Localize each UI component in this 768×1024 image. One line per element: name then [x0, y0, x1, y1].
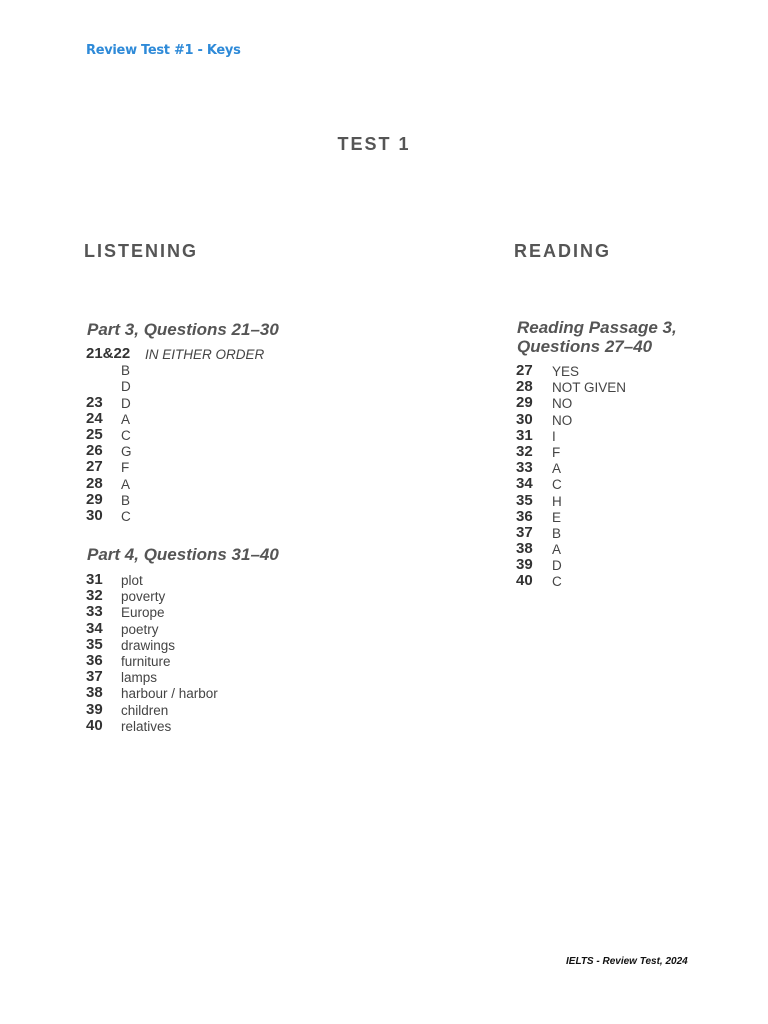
- listening-part3-title: Part 3, Questions 21–30: [87, 320, 279, 339]
- answer-value: harbour / harbor: [121, 686, 218, 702]
- question-number: 40: [86, 716, 103, 734]
- answer-value: H: [552, 493, 562, 509]
- reading-passage3-title-line2: Questions 27–40: [517, 337, 653, 356]
- question-number: 32: [86, 587, 103, 605]
- answer-value: G: [121, 444, 132, 460]
- answer-value: furniture: [121, 653, 171, 669]
- answer-value: poetry: [121, 621, 159, 637]
- question-number: 29: [86, 490, 103, 508]
- answer-value: C: [552, 477, 562, 493]
- answer-note: IN EITHER ORDER: [145, 347, 265, 362]
- answer-value: A: [121, 476, 131, 492]
- question-number: 33: [86, 603, 103, 621]
- question-number: 37: [516, 523, 533, 541]
- answer-value: E: [552, 509, 562, 525]
- question-number: 35: [516, 491, 533, 509]
- reading-section-title: READING: [514, 241, 612, 261]
- question-number: 38: [516, 540, 533, 558]
- question-number: 27: [516, 362, 533, 379]
- answer-value: children: [121, 702, 169, 718]
- answer-value: B: [121, 363, 131, 379]
- answer-value: relatives: [121, 718, 172, 734]
- answer-value: plot: [121, 573, 143, 588]
- question-number: 32: [516, 442, 533, 460]
- question-number: 33: [516, 459, 533, 477]
- answer-value: B: [552, 525, 562, 541]
- answer-value: D: [121, 395, 131, 411]
- answer-value: A: [552, 542, 562, 558]
- answer-value: poverty: [121, 589, 166, 605]
- answer-value: C: [121, 427, 131, 443]
- listening-section-title: LISTENING: [84, 241, 199, 261]
- question-number: 35: [86, 635, 103, 653]
- answer-value: Europe: [121, 605, 165, 621]
- question-number: 39: [86, 700, 103, 718]
- question-number: 38: [86, 684, 103, 702]
- question-number: 36: [516, 507, 533, 525]
- answer-value: C: [552, 574, 562, 590]
- answer-value: lamps: [121, 670, 158, 686]
- question-number: 23: [86, 393, 103, 411]
- answer-value: YES: [552, 364, 580, 379]
- answer-value: A: [121, 411, 131, 427]
- question-number: 39: [516, 556, 533, 574]
- question-number: 31: [86, 571, 103, 588]
- question-number: 30: [516, 410, 533, 428]
- question-number: 29: [516, 394, 533, 412]
- question-number: 21&22: [86, 345, 131, 362]
- question-number: 27: [86, 458, 103, 476]
- reading-passage3-title: [517, 318, 677, 356]
- document-header-title: Review Test #1 - Keys: [86, 43, 241, 58]
- answer-value: B: [121, 492, 131, 508]
- answer-value: NO: [552, 396, 573, 412]
- question-number: 37: [86, 668, 103, 686]
- answer-value: D: [552, 558, 562, 574]
- answer-value: F: [552, 444, 561, 460]
- answer-value: drawings: [121, 637, 176, 653]
- question-number: 31: [516, 426, 533, 444]
- answer-value: F: [121, 460, 130, 476]
- question-number: 36: [86, 651, 103, 669]
- question-number: 24: [86, 409, 103, 427]
- answer-value: C: [121, 508, 131, 524]
- question-number: 40: [516, 572, 533, 590]
- answer-value: NOT GIVEN: [552, 380, 627, 396]
- question-number: 28: [86, 474, 103, 492]
- question-number: 34: [516, 475, 533, 493]
- answer-value: A: [552, 461, 562, 477]
- question-number: 25: [86, 425, 103, 443]
- question-number: 28: [516, 378, 533, 396]
- answer-value: I: [552, 428, 556, 444]
- listening-part4-title: Part 4, Questions 31–40: [87, 545, 279, 564]
- question-number: 30: [86, 506, 103, 524]
- test-title: TEST 1: [337, 134, 411, 154]
- answer-value: NO: [552, 412, 573, 428]
- reading-passage3-title-line1: Reading Passage 3,: [517, 318, 677, 337]
- answer-value: D: [121, 379, 131, 395]
- page-footer: IELTS - Review Test, 2024: [566, 956, 688, 967]
- question-number: 34: [86, 619, 103, 637]
- question-number: 26: [86, 442, 103, 460]
